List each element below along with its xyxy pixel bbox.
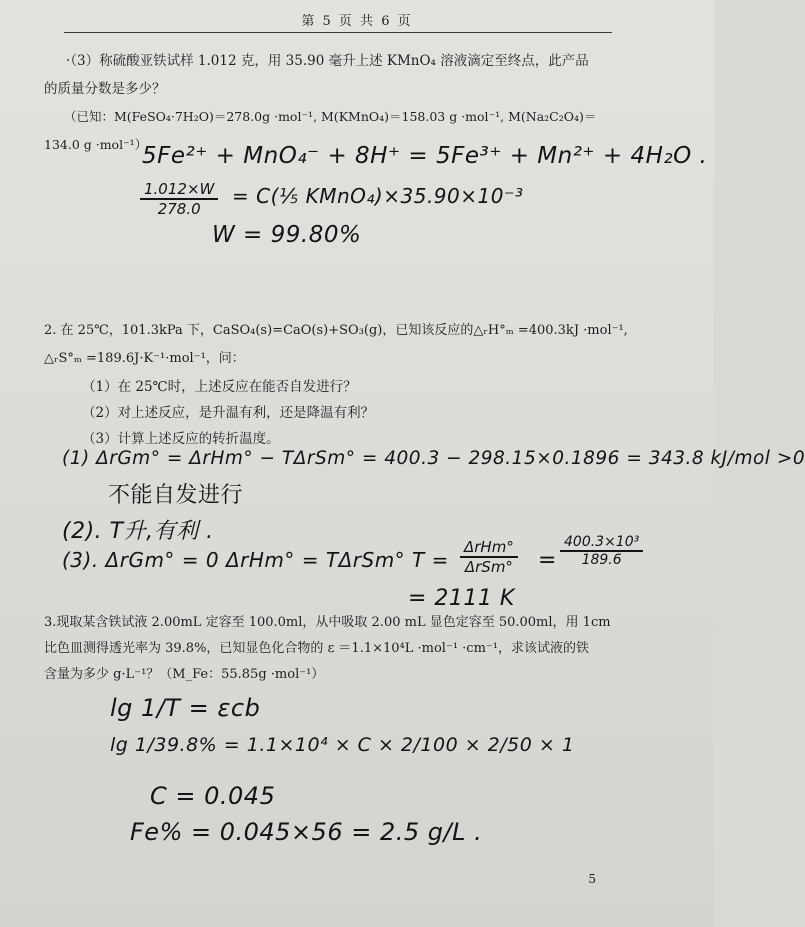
q3-text-line-2: 的质量分数是多少？	[44, 81, 166, 97]
q2-subquestion-3: （3）计算上述反应的转折温度。	[82, 431, 280, 447]
q3b-text-line-2: 比色皿测得透光率为 39.8%，已知显色化合物的 ε ＝1.1×10⁴L ·mol⁻¹ ·cm⁻¹，求该试液的铁	[44, 641, 589, 656]
q2-answer-3-fraction-1	[460, 538, 518, 576]
q3-handwritten-result: W = 99.80%	[212, 222, 362, 248]
q3-handwritten-fraction	[140, 180, 218, 218]
q2-answer-3-result: = 2111 K	[408, 586, 515, 611]
q2-fraction-1-denominator: ΔrSm°	[464, 558, 513, 576]
q2-text-line-1: 2. 在 25℃，101.3kPa 下，CaSO₄(s)=CaO(s)+SO₃(g)，已知该反应的△ᵣH°ₘ =400.3kJ ·mol⁻¹,	[44, 323, 628, 338]
q3b-handwritten-line-3: C = 0.045	[150, 782, 276, 810]
q2-fraction-2-denominator: 189.6	[581, 552, 622, 568]
q3b-handwritten-line-1: lg 1/T = εcb	[110, 694, 261, 722]
q3b-handwritten-line-4: Fe% = 0.045×56 = 2.5 g/L .	[130, 818, 483, 846]
q3-given-line-1: （已知：M(FeSO₄·7H₂O)＝278.0g ·mol⁻¹, M(KMnO₄)＝158.03 g ·mol⁻¹, M(Na₂C₂O₄)＝	[64, 109, 597, 124]
page-number: 5	[588, 872, 596, 886]
q2-fraction-2-numerator: 400.3×10³	[560, 534, 643, 552]
q3-given-line-2: 134.0 g ·mol⁻¹）	[44, 137, 148, 152]
q3-handwritten-equation: 5Fe²⁺ + MnO₄⁻ + 8H⁺ = 5Fe³⁺ + Mn²⁺ + 4H₂O .	[142, 143, 708, 169]
q2-subquestion-2: （2）对上述反应，是升温有利，还是降温有利？	[82, 405, 375, 421]
q2-handwritten-answer-1: (1) ΔrGm° = ΔrHm° − TΔrSm° = 400.3 − 298.15×0.1896 = 343.8 kJ/mol >0	[62, 448, 805, 469]
q3-fraction-numerator: 1.012×W	[140, 180, 218, 200]
q3-handwritten-rhs: = C(⅕ KMnO₄)×35.90×10⁻³	[232, 184, 524, 208]
q3b-text-line-3: 含量为多少 g·L⁻¹？（M_Fe：55.85g ·mol⁻¹）	[44, 667, 325, 682]
q3b-text-line-1: 3.现取某含铁试液 2.00mL 定容至 100.0ml，从中吸取 2.00 mL 显色定容至 50.00ml，用 1cm	[44, 615, 611, 630]
q3-text-line-1: ·（3）称硫酸亚铁试样 1.012 克，用 35.90 毫升上述 KMnO₄ 溶液滴定至终点，此产品	[66, 53, 589, 69]
q2-subquestion-1: （1）在 25℃时，上述反应在能否自发进行？	[82, 379, 357, 395]
q2-handwritten-answer-2: (2). T升,有利 .	[62, 519, 214, 544]
q3b-handwritten-line-2: lg 1/39.8% = 1.1×10⁴ × C × 2/100 × 2/50 × 1	[110, 734, 575, 756]
q2-handwritten-answer-1b: 不能自发进行	[108, 483, 244, 508]
header-rule	[64, 32, 612, 33]
q2-text-line-2: △ᵣS°ₘ =189.6J·K⁻¹·mol⁻¹，问：	[44, 351, 245, 366]
q3-fraction-denominator: 278.0	[157, 200, 201, 218]
q2-answer-3-fraction-2	[560, 534, 643, 568]
q2-handwritten-answer-3: (3). ΔrGm° = 0 ΔrHm° = TΔrSm° T =	[62, 548, 449, 572]
q2-fraction-1-numerator: ΔrHm°	[460, 538, 518, 558]
q2-answer-3-equals: =	[538, 548, 557, 573]
page-header-title: 第 5 页 共 6 页	[301, 14, 413, 29]
